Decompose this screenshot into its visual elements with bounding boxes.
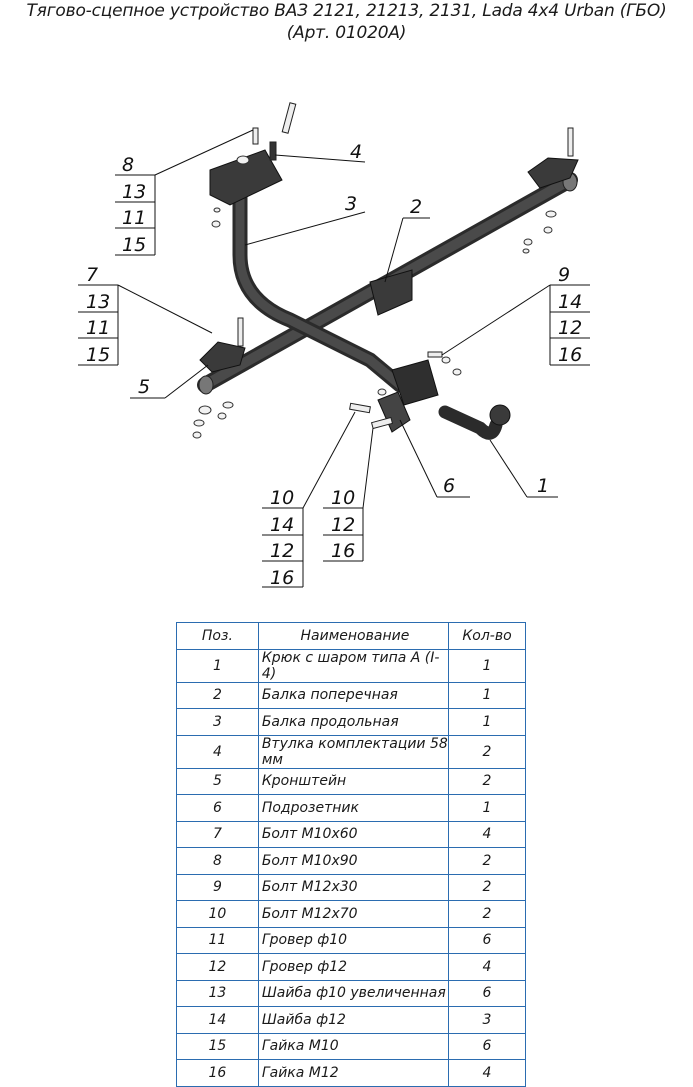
callout-8-item-2: 13	[122, 181, 147, 203]
callout-10a-item-4: 16	[270, 567, 295, 589]
cell-name: Балка поперечная	[258, 682, 448, 709]
cell-position: 14	[177, 1007, 259, 1034]
callout-group-7	[78, 264, 212, 366]
callout-3-label: 3	[345, 193, 358, 215]
cell-position: 9	[177, 874, 259, 901]
cell-quantity: 2	[449, 768, 526, 795]
callout-8-item-4: 15	[122, 234, 147, 256]
cell-position: 4	[177, 735, 259, 768]
callout-2-label: 2	[410, 196, 423, 218]
table-row	[177, 649, 526, 682]
callout-group-10b	[323, 428, 373, 562]
callout-1-label: 1	[537, 475, 550, 497]
table-row	[177, 682, 526, 709]
cell-quantity: 1	[449, 795, 526, 822]
cell-name: Балка продольная	[258, 709, 448, 736]
cell-position: 5	[177, 768, 259, 795]
callout-group-9	[442, 264, 590, 366]
callout-7-item-1: 7	[86, 264, 99, 286]
table-row	[177, 795, 526, 822]
cell-position: 6	[177, 795, 259, 822]
cell-quantity: 2	[449, 901, 526, 928]
cell-quantity: 3	[449, 1007, 526, 1034]
cell-quantity: 1	[449, 709, 526, 736]
cell-name: Болт М10х60	[258, 821, 448, 848]
header-quantity: Кол-во	[449, 623, 526, 650]
callout-6-label: 6	[443, 475, 456, 497]
callout-3	[245, 193, 365, 245]
cell-quantity: 6	[449, 980, 526, 1007]
callout-10a-item-3: 12	[270, 540, 295, 562]
cell-position: 2	[177, 682, 259, 709]
table-row	[177, 1007, 526, 1034]
cell-name: Болт М12х70	[258, 901, 448, 928]
cell-name: Гайка М12	[258, 1060, 448, 1087]
cell-quantity: 4	[449, 954, 526, 981]
cell-quantity: 4	[449, 1060, 526, 1087]
cell-name: Шайба ф10 увеличенная	[258, 980, 448, 1007]
cell-name: Гровер ф12	[258, 954, 448, 981]
table-row	[177, 874, 526, 901]
parts-table-body	[177, 649, 526, 1086]
center-bracket	[370, 270, 412, 315]
cell-position: 3	[177, 709, 259, 736]
cell-position: 15	[177, 1033, 259, 1060]
cell-quantity: 2	[449, 874, 526, 901]
callout-10a-item-1: 10	[270, 487, 295, 509]
table-row	[177, 848, 526, 875]
cell-quantity: 6	[449, 927, 526, 954]
cell-position: 1	[177, 649, 259, 682]
tow-hook	[445, 405, 510, 433]
callout-8-item-1: 8	[122, 154, 135, 176]
parts-table-header	[177, 623, 526, 650]
callout-5	[130, 365, 208, 398]
header-name: Наименование	[258, 623, 448, 650]
callout-6	[400, 420, 470, 497]
table-row	[177, 980, 526, 1007]
table-row	[177, 1033, 526, 1060]
cell-name: Гайка М10	[258, 1033, 448, 1060]
cell-quantity: 2	[449, 735, 526, 768]
header-position: Поз.	[177, 623, 259, 650]
cell-position: 13	[177, 980, 259, 1007]
cell-name: Шайба ф12	[258, 1007, 448, 1034]
table-row	[177, 901, 526, 928]
cell-name: Подрозетник	[258, 795, 448, 822]
callout-10b-item-2: 12	[331, 514, 356, 536]
cell-name: Втулка комплектации 58 мм	[258, 735, 448, 768]
table-row	[177, 735, 526, 768]
cell-quantity: 1	[449, 682, 526, 709]
callout-7-item-4: 15	[86, 344, 111, 366]
table-row	[177, 709, 526, 736]
callout-7-item-2: 13	[86, 291, 111, 313]
title-line-2: (Арт. 01020А)	[286, 23, 407, 43]
callout-9-item-3: 12	[558, 317, 583, 339]
callout-10a-item-2: 14	[270, 514, 295, 536]
cell-position: 7	[177, 821, 259, 848]
callout-9-item-4: 16	[558, 344, 583, 366]
callout-7-item-3: 11	[86, 317, 111, 339]
callout-4-label: 4	[350, 141, 363, 163]
cell-position: 16	[177, 1060, 259, 1087]
cell-quantity: 1	[449, 649, 526, 682]
callout-10b-item-1: 10	[331, 487, 356, 509]
table-row	[177, 954, 526, 981]
callout-9-item-1: 9	[558, 264, 571, 286]
parts-table	[176, 622, 526, 1087]
cell-position: 11	[177, 927, 259, 954]
callout-10b-item-3: 16	[331, 540, 356, 562]
cell-position: 8	[177, 848, 259, 875]
callout-9-item-2: 14	[558, 291, 583, 313]
cell-name: Болт М10х90	[258, 848, 448, 875]
cell-name: Крюк с шаром типа А (I-4)	[258, 649, 448, 682]
title-line-1: Тягово-сцепное устройство ВАЗ 2121, 21213, 2131, Lada 4x4 Urban (ГБО)	[26, 1, 667, 21]
table-row	[177, 768, 526, 795]
table-row	[177, 927, 526, 954]
cell-quantity: 2	[449, 848, 526, 875]
callout-4	[275, 141, 365, 163]
cell-position: 12	[177, 954, 259, 981]
table-row	[177, 821, 526, 848]
cell-name: Кронштейн	[258, 768, 448, 795]
callout-8-item-3: 11	[122, 207, 147, 229]
callout-1	[490, 440, 558, 497]
cell-name: Болт М12х30	[258, 874, 448, 901]
table-row	[177, 1060, 526, 1087]
cell-quantity: 4	[449, 821, 526, 848]
cell-position: 10	[177, 901, 259, 928]
cell-name: Гровер ф10	[258, 927, 448, 954]
callout-5-label: 5	[138, 376, 151, 398]
cell-quantity: 6	[449, 1033, 526, 1060]
